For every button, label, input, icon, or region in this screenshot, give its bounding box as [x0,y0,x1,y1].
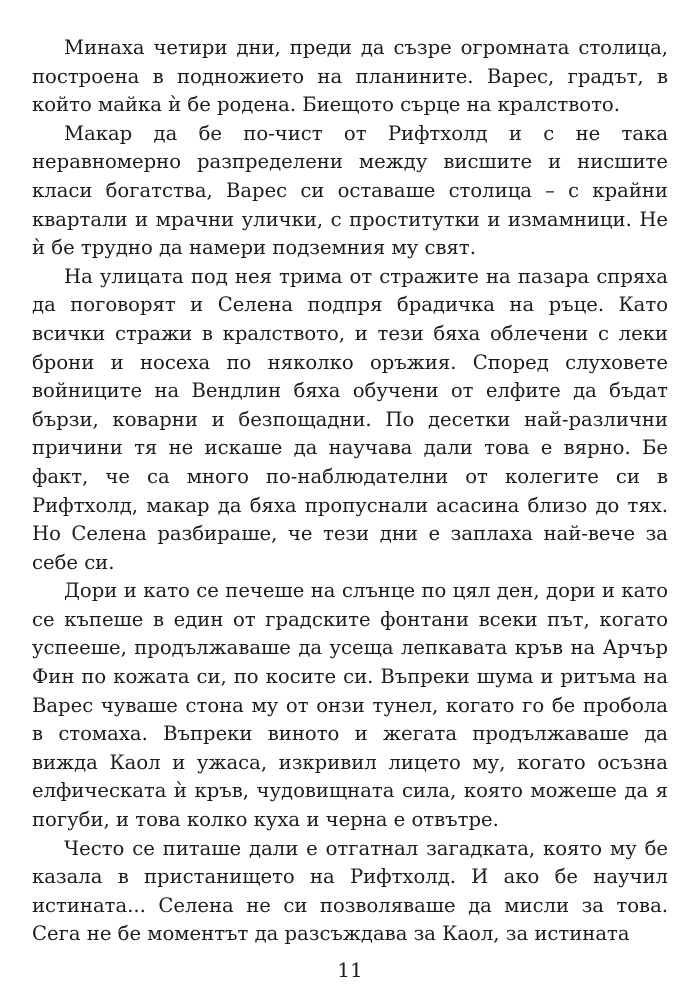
paragraph-1: Минаха четири дни, преди да съзре огромната столица, построена в подножието на планините. Варес, градът, в който майка ѝ бе родена. Биещото сърце на кралството. [32,36,668,117]
paragraph-5: Често се питаше дали е отгатнал загадката, която му бе казала в пристанището на Рифтхолд. И ако бе научил истината... Селена не си позволяваше да мисли за това. Сега не бе моментът да разсъждава за Каол, за истината [32,836,668,946]
paragraph-3: На улицата под нея трима от стражите на пазара спряха да поговорят и Селена подпря брадичка на ръце. Като всички стражи в кралството, и тези бяха облечени с леки брони и носеха по няколко оръжия. Според слуховете войниците на Вендлин бяха обучени от елфите да бъдат бързи, коварни и безпощадни. По десетки най-различни причини тя не искаше да научава дали това е вярно. Бе факт, че са много по-наблюдателни от колегите си в Рифтхолд, макар да бяха пропуснали асасина близо до тях. Но Селена разбираше, че тези дни е заплаха най-вече за себе си. [32,264,668,574]
paragraph-2: Макар да бе по-чист от Рифтхолд и с не така неравномерно разпределени между висшите и нисшите класи богатства, Варес си оставаше столица – с крайни квартали и мрачни улички, с проститутки и измамници. Не ѝ бе трудно да намери подземния му свят. [32,121,668,260]
page-number: 11 [337,958,363,982]
paragraph-4: Дори и като се печеше на слънце по цял ден, дори и като се къпеше в един от градските фонтани всеки път, когато успееше, продължаваше да усеща лепкавата кръв на Арчър Фин по кожата си, по косите си. Въпреки шума и ритъма на Варес чуваше стона му от онзи тунел, когато го бе пробола в стомаха. Въпреки виното и жегата продължаваше да вижда Каол и ужаса, изкривил лицето му, когато осъзна елфическата ѝ кръв, чудовищната сила, която можеше да я погуби, и това колко куха и черна е отвътре. [32,579,668,832]
body-text [32,34,668,949]
